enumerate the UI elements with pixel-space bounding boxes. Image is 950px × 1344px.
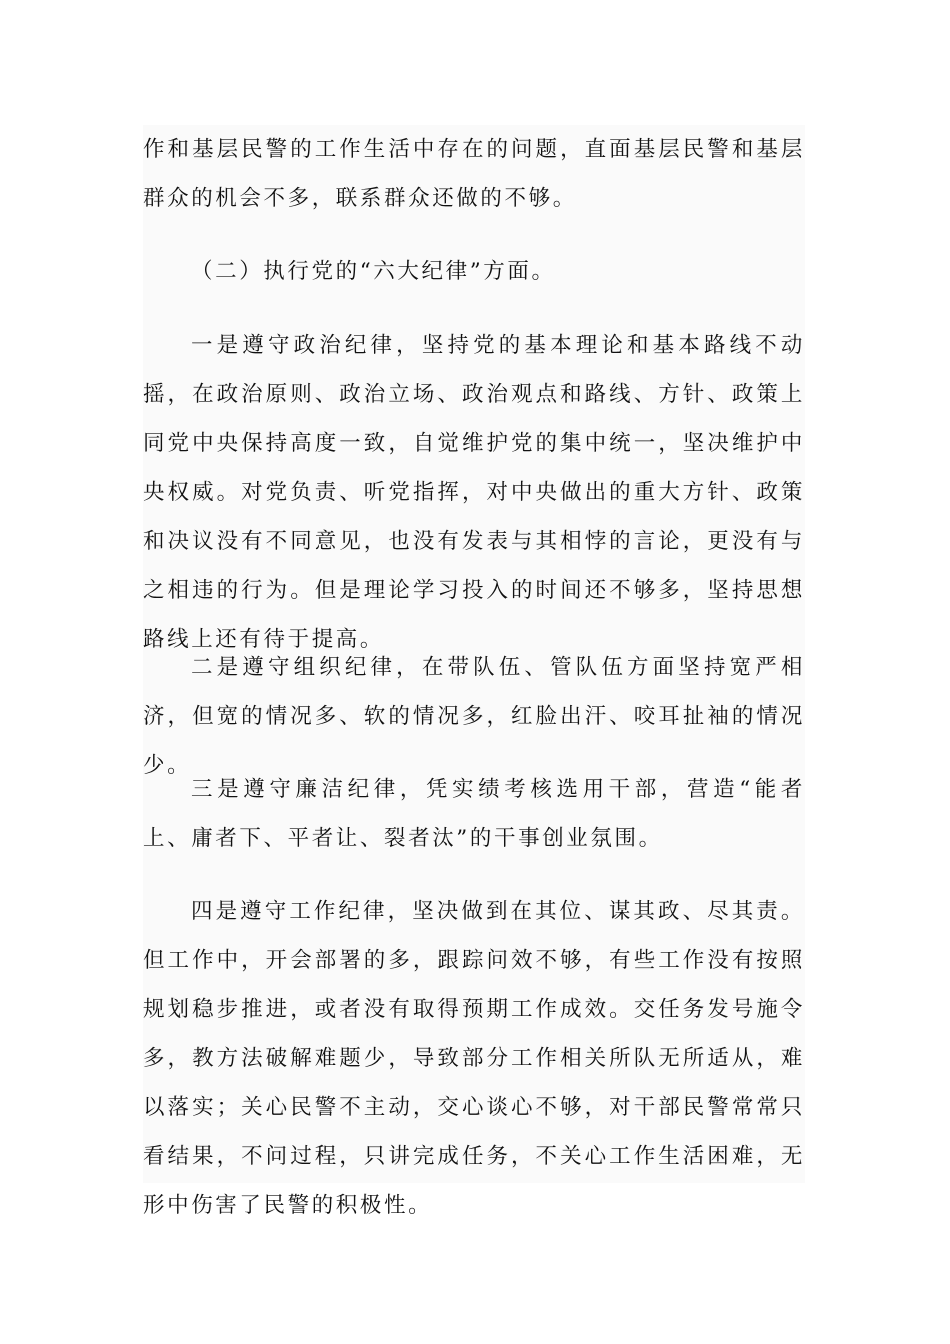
paragraph-political-discipline: 一是遵守政治纪律，坚持党的基本理论和基本路线不动摇，在政治原则、政治立场、政治观点和路线、方针、政策上同党中央保持高度一致，自觉维护党的集中统一，坚决维护中央权威。对党负责、听党指挥，对中央做出的重大方针、政策和决议没有不同意见，也没有发表与其相悖的言论，更没有与之相违的行为。但是理论学习投入的时间还不够多，坚持思想路线上还有待于提高。 (143, 333, 805, 652)
paragraph-organizational-discipline: 二是遵守组织纪律，在带队伍、管队伍方面坚持宽严相济，但宽的情况多、软的情况多，红脸出汗、咬耳扯袖的情况少。 (143, 655, 805, 778)
paragraph-integrity-discipline: 三是遵守廉洁纪律，凭实绩考核选用干部，营造“能者上、庸者下、平者让、裂者汰”的干事创业氛围。 (143, 777, 805, 851)
paragraph-intro-continuation: 作和基层民警的工作生活中存在的问题，直面基层民警和基层群众的机会不多，联系群众还做的不够。 (143, 137, 805, 211)
document-text-block (143, 125, 805, 1218)
paragraph-work-discipline: 四是遵守工作纪律，坚决做到在其位、谋其政、尽其责。但工作中，开会部署的多，跟踪问效不够，有些工作没有按照规划稳步推进，或者没有取得预期工作成效。交任务发号施令多，教方法破解难题少，导致部分工作相关所队无所适从，难以落实；关心民警不主动，交心谈心不够，对干部民警常常只看结果，不问过程，只讲完成任务，不关心工作生活困难，无形中伤害了民警的积极性。 (143, 899, 805, 1218)
section-heading: （二）执行党的“六大纪律”方面。 (191, 259, 556, 284)
